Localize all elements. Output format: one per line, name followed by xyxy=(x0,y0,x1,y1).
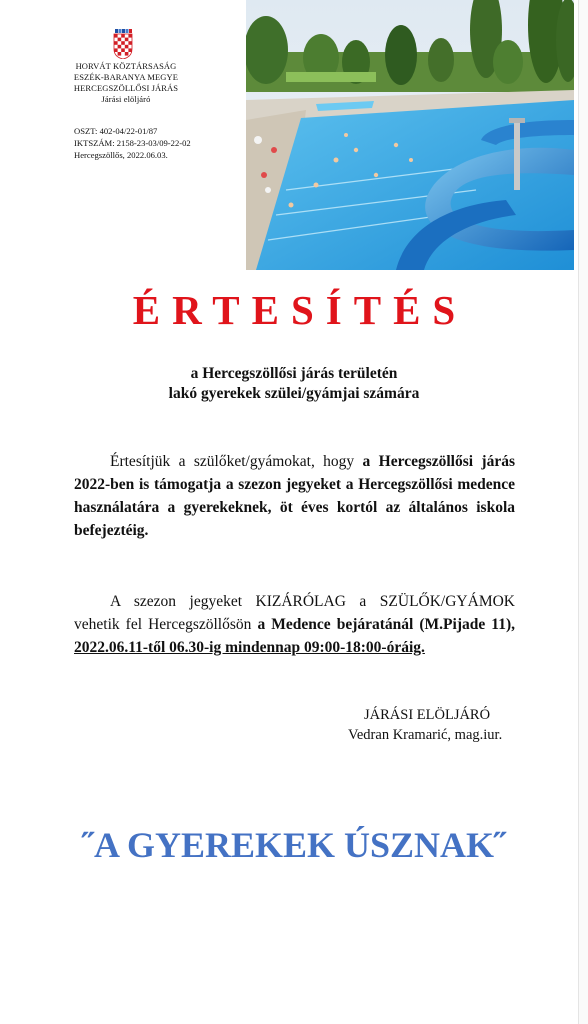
notice-paragraph-1 xyxy=(74,450,515,542)
notice-title: ÉRTESÍTÉS xyxy=(132,287,468,333)
reference-iktszam: IKTSZÁM: 2158-23-03/09-22-02 xyxy=(74,138,191,148)
slogan: ˝A GYEREKEK ÚSZNAK˝ xyxy=(81,825,507,865)
subtitle-line-1: a Hercegszöllősi járás területén xyxy=(190,365,398,382)
page-edge xyxy=(578,0,588,1024)
paragraph-2-schedule: 2022.06.11-től 06.30-ig mindennap 09:00-18:00-óráig. xyxy=(74,639,425,656)
header-country: HORVÁT KÖZTÁRSASÁG xyxy=(75,61,177,71)
croatian-coat-of-arms-icon xyxy=(113,29,133,59)
paragraph-2-intro: A szezon jegyeket KIZÁRÓLAG a SZÜLŐK/GYÁMOK vehetik fel Hercegszöllősön xyxy=(74,593,515,633)
header-district: HERCEGSZÖLLŐSI JÁRÁS xyxy=(73,83,179,93)
header-county: ESZÉK-BARANYA MEGYE xyxy=(73,72,179,82)
paragraph-1-intro: Értesítjük a szülőket/gyámokat, hogy xyxy=(110,453,363,470)
signature-name: Vedran Kramarić, mag.iur. xyxy=(348,727,503,743)
reference-date-place: Hercegszöllős, 2022.06.03. xyxy=(74,150,168,160)
subtitle-line-2: lakó gyerekek szülei/gyámjai számára xyxy=(168,385,420,402)
header-office: Járási elöljáró xyxy=(101,94,151,104)
reference-oszt: OSZT: 402-04/22-01/87 xyxy=(74,126,158,136)
paragraph-2-location: a Medence bejáratánál (M.Pijade 11), xyxy=(257,616,515,633)
notice-paragraph-2 xyxy=(74,590,515,659)
swimming-pool-photo xyxy=(246,0,574,270)
paragraph-1-support-info: a Hercegszöllősi járás 2022-ben is támogatja a szezon jegyeket a Hercegszöllősi medence használatára a gyerekeknek, öt éves kortól az általános iskola befejeztéig. xyxy=(74,453,515,539)
signature-title: JÁRÁSI ELÖLJÁRÓ xyxy=(364,707,491,723)
